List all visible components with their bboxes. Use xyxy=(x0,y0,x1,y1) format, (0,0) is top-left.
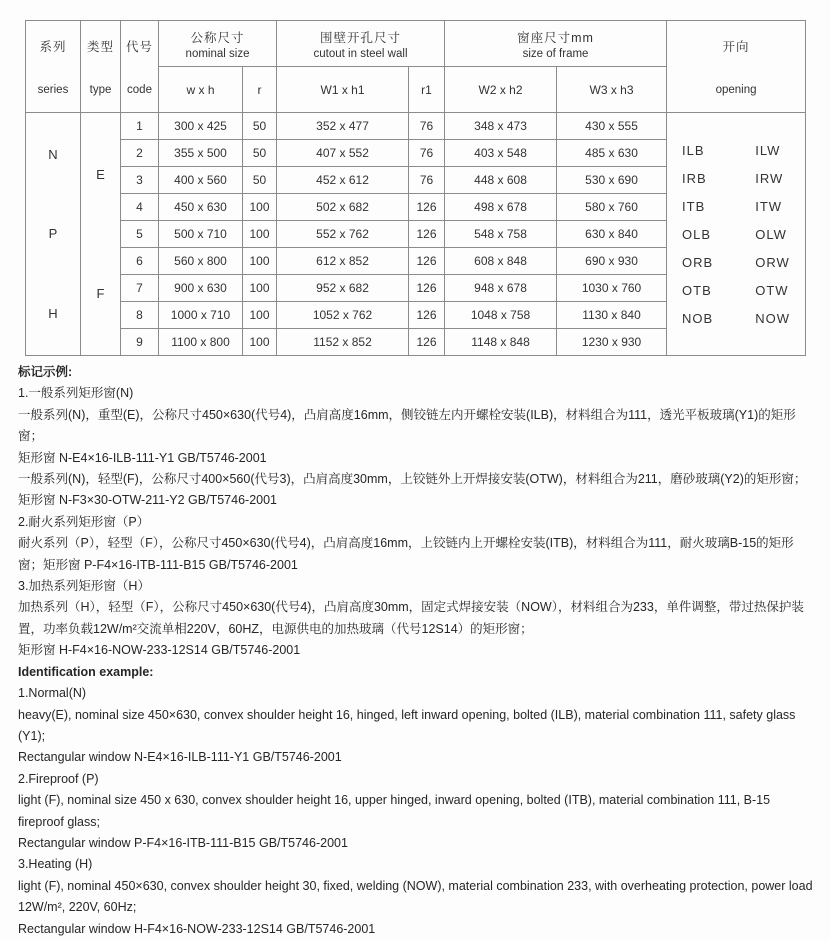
cell-code: 4 xyxy=(121,194,159,221)
notes-heading-zh: 标记示例: xyxy=(18,365,73,379)
cell-w3h3: 1230 x 930 xyxy=(557,329,667,356)
table-row xyxy=(26,113,806,140)
col-header-series xyxy=(26,21,81,113)
series-merged-cell xyxy=(26,113,81,356)
frame-label-en: size of frame xyxy=(522,47,589,60)
opening-label-zh: 开向 xyxy=(722,40,750,54)
note-line: Rectangular window H-F4×16-NOW-233-12S14 GB/T5746-2001 xyxy=(18,921,376,936)
opening-code: ITB xyxy=(682,198,706,214)
note-line: 1.一般系列矩形窗(N) xyxy=(18,386,134,401)
cell-w3h3: 530 x 690 xyxy=(557,167,667,194)
note-line: 3.加热系列矩形窗（H） xyxy=(18,579,150,594)
cell-w2h2: 948 x 678 xyxy=(445,275,557,302)
opening-code: OLW xyxy=(755,226,787,242)
cell-w1h1: 407 x 552 xyxy=(277,140,409,167)
cell-code: 1 xyxy=(121,113,159,140)
cell-wh: 300 x 425 xyxy=(159,113,243,140)
cell-r1: 76 xyxy=(409,167,445,194)
cell-w3h3: 580 x 760 xyxy=(557,194,667,221)
col-header-frame-size xyxy=(445,21,667,67)
code-label-zh: 代号 xyxy=(125,40,153,54)
cell-r: 100 xyxy=(243,275,277,302)
cell-code: 9 xyxy=(121,329,159,356)
cell-r1: 76 xyxy=(409,140,445,167)
cell-w3h3: 485 x 630 xyxy=(557,140,667,167)
series-p: P xyxy=(48,226,58,242)
cell-w3h3: 430 x 555 xyxy=(557,113,667,140)
opening-label-en: opening xyxy=(715,84,757,96)
cell-r1: 126 xyxy=(409,275,445,302)
opening-code: ILW xyxy=(755,142,781,158)
opening-code: ORW xyxy=(755,254,790,270)
cell-r1: 126 xyxy=(409,248,445,275)
note-line: 加热系列（H），轻型（F），公称尺寸450×630(代号4)，凸肩高度30mm，固定式焊接安装（NOW），材料组合为233，单件调整，带过热保护装置，功率负载12W/m²交流单相220V，60HZ，电源供电的加热玻璃（代号12S14）的矩形窗； xyxy=(18,600,804,636)
note-line: 一般系列(N)，轻型(F)，公称尺寸400×560(代号3)，凸肩高度30mm，上铰链外上开焊接安装(OTW)，材料组合为211，磨砂玻璃(Y2)的矩形窗； xyxy=(18,472,807,487)
note-line: 2.Fireproof (P) xyxy=(18,771,99,786)
cell-w3h3: 1130 x 840 xyxy=(557,302,667,329)
col-header-code xyxy=(121,21,159,113)
note-line: 3.Heating (H) xyxy=(18,857,93,872)
cell-r: 50 xyxy=(243,113,277,140)
type-merged-cell xyxy=(81,113,121,356)
cell-r1: 126 xyxy=(409,194,445,221)
cell-w3h3: 690 x 930 xyxy=(557,248,667,275)
cell-w2h2: 608 x 848 xyxy=(445,248,557,275)
note-line: 一般系列(N)，重型(E)，公称尺寸450×630(代号4)，凸肩高度16mm，侧铰链左内开螺栓安装(ILB)，材料组合为111，透光平板玻璃(Y1)的矩形窗； xyxy=(18,407,796,444)
frame-label-zh: 窗座尺寸mm xyxy=(517,30,594,45)
subcol-r: r xyxy=(243,67,277,113)
header-row-groups xyxy=(26,21,806,67)
cell-w1h1: 1052 x 762 xyxy=(277,302,409,329)
opening-code: ITW xyxy=(755,198,783,214)
cell-r1: 76 xyxy=(409,113,445,140)
cell-r: 50 xyxy=(243,140,277,167)
cell-w3h3: 1030 x 760 xyxy=(557,275,667,302)
cell-w1h1: 352 x 477 xyxy=(277,113,409,140)
cell-w2h2: 498 x 678 xyxy=(445,194,557,221)
col-header-type xyxy=(81,21,121,113)
cell-code: 8 xyxy=(121,302,159,329)
cell-r1: 126 xyxy=(409,302,445,329)
code-label-en: code xyxy=(127,84,152,96)
opening-code: OTW xyxy=(755,282,789,298)
opening-code: ILB xyxy=(682,142,705,158)
cell-code: 6 xyxy=(121,248,159,275)
opening-code: IRB xyxy=(682,170,707,186)
note-line: heavy(E), nominal size 450×630, convex shoulder height 16, hinged, left inward opening, bolted (ILB), material combination 111, safety glass (Y1); xyxy=(18,707,796,743)
cell-w1h1: 952 x 682 xyxy=(277,275,409,302)
subcol-w2xh2: W2 x h2 xyxy=(445,67,557,113)
col-header-opening xyxy=(667,21,806,113)
cell-wh: 450 x 630 xyxy=(159,194,243,221)
note-line: 2.耐火系列矩形窗（P） xyxy=(18,514,150,529)
opening-code: NOW xyxy=(755,310,790,326)
note-line: 耐火系列（P），轻型（F），公称尺寸450×630(代号4)，凸肩高度16mm，上铰链内上开螺栓安装(ITB)，材料组合为111，耐火玻璃B-15的矩形窗；矩形窗 P-F4×16-ITB-111-B15 GB/T5746-2001 xyxy=(18,536,794,572)
cell-code: 7 xyxy=(121,275,159,302)
subcol-w3xh3: W3 x h3 xyxy=(557,67,667,113)
cell-w2h2: 348 x 473 xyxy=(445,113,557,140)
nominal-label-zh: 公称尺寸 xyxy=(190,30,245,45)
type-label-zh: 类型 xyxy=(86,40,114,54)
subcol-r1: r1 xyxy=(409,67,445,113)
col-header-cutout xyxy=(277,21,445,67)
cell-w1h1: 452 x 612 xyxy=(277,167,409,194)
type-label-en: type xyxy=(89,84,112,96)
note-line: Rectangular window P-F4×16-ITB-111-B15 GB/T5746-2001 xyxy=(18,835,348,850)
cutout-label-en: cutout in steel wall xyxy=(313,47,408,60)
opening-code: IRW xyxy=(755,170,784,186)
cell-r: 100 xyxy=(243,302,277,329)
cell-r1: 126 xyxy=(409,329,445,356)
cell-r: 100 xyxy=(243,329,277,356)
type-f: F xyxy=(96,286,105,301)
opening-code: NOB xyxy=(682,310,714,326)
cell-wh: 900 x 630 xyxy=(159,275,243,302)
cell-wh: 560 x 800 xyxy=(159,248,243,275)
cell-r: 100 xyxy=(243,221,277,248)
opening-merged-cell xyxy=(667,113,806,356)
cell-r1: 126 xyxy=(409,221,445,248)
col-header-nominal-size xyxy=(159,21,277,67)
nominal-label-en: nominal size xyxy=(185,47,250,60)
series-label-zh: 系列 xyxy=(39,40,67,54)
note-line: light (F), nominal size 450 x 630, convex shoulder height 16, upper hinged, inward opening, bolted (ITB), material combination 111, B-15 fireproof glass; xyxy=(18,793,771,829)
opening-code: OLB xyxy=(682,226,712,242)
opening-code: OTB xyxy=(682,282,712,298)
cell-w1h1: 612 x 852 xyxy=(277,248,409,275)
subcol-w1xh1: W1 x h1 xyxy=(277,67,409,113)
cell-w2h2: 1048 x 758 xyxy=(445,302,557,329)
series-n: N xyxy=(48,147,58,163)
cell-w2h2: 548 x 758 xyxy=(445,221,557,248)
cell-w2h2: 448 x 608 xyxy=(445,167,557,194)
opening-code: ORB xyxy=(682,254,714,270)
note-line: 矩形窗 N-E4×16-ILB-111-Y1 GB/T5746-2001 xyxy=(18,450,267,465)
cell-w1h1: 552 x 762 xyxy=(277,221,409,248)
cell-code: 2 xyxy=(121,140,159,167)
cell-w2h2: 403 x 548 xyxy=(445,140,557,167)
identification-notes xyxy=(18,362,814,940)
cell-wh: 1000 x 710 xyxy=(159,302,243,329)
cell-wh: 355 x 500 xyxy=(159,140,243,167)
cell-r: 100 xyxy=(243,194,277,221)
subcol-wxh: w x h xyxy=(159,67,243,113)
series-label-en: series xyxy=(37,84,69,96)
cell-code: 5 xyxy=(121,221,159,248)
cell-wh: 500 x 710 xyxy=(159,221,243,248)
cell-wh: 1100 x 800 xyxy=(159,329,243,356)
cell-w2h2: 1148 x 848 xyxy=(445,329,557,356)
cell-w3h3: 630 x 840 xyxy=(557,221,667,248)
note-line: 矩形窗 H-F4×16-NOW-233-12S14 GB/T5746-2001 xyxy=(18,643,301,658)
series-h: H xyxy=(48,305,58,321)
cell-r: 50 xyxy=(243,167,277,194)
window-dimensions-table xyxy=(25,20,806,356)
type-e: E xyxy=(96,167,105,182)
note-line: light (F), nominal 450×630, convex shoulder height 30, fixed, welding (NOW), material combination 233, with overheating protection, power load 12W/m², 220V, 60Hz; xyxy=(18,878,813,915)
cell-wh: 400 x 560 xyxy=(159,167,243,194)
cell-w1h1: 502 x 682 xyxy=(277,194,409,221)
cutout-label-zh: 围壁开孔尺寸 xyxy=(320,30,402,45)
notes-heading-en: Identification example: xyxy=(18,664,154,679)
note-line: 1.Normal(N) xyxy=(18,686,87,701)
note-line: 矩形窗 N-F3×30-OTW-211-Y2 GB/T5746-2001 xyxy=(18,493,278,508)
cell-code: 3 xyxy=(121,167,159,194)
cell-r: 100 xyxy=(243,248,277,275)
note-line: Rectangular window N-E4×16-ILB-111-Y1 GB/T5746-2001 xyxy=(18,750,342,765)
cell-w1h1: 1152 x 852 xyxy=(277,329,409,356)
